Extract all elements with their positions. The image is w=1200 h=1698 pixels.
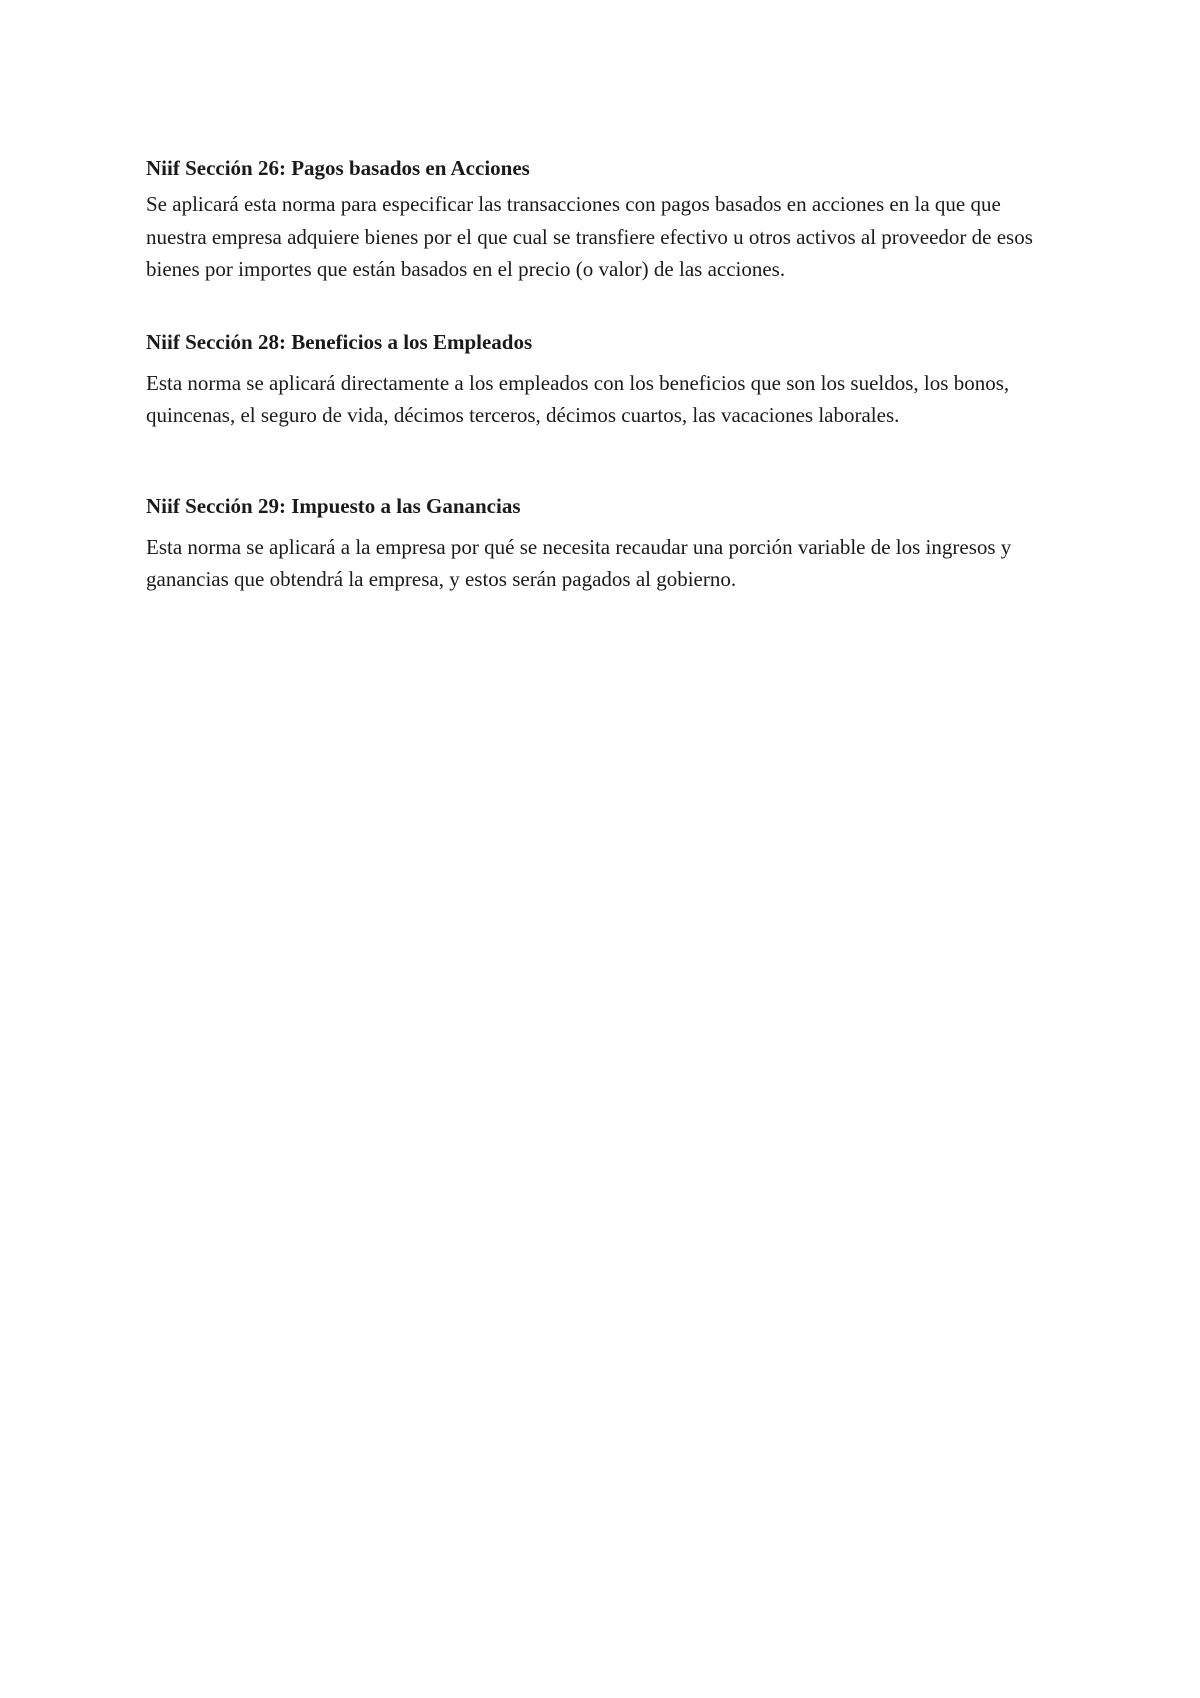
section-heading: Niif Sección 29: Impuesto a las Ganancias bbox=[146, 493, 521, 518]
section-niif-26 bbox=[146, 152, 1066, 286]
section-paragraph: Esta norma se aplicará a la empresa por qué se necesita recaudar una porción variable de los ingresos y ganancias que obtendrá la empresa, y estos serán pagados al gobierno. bbox=[146, 534, 1012, 591]
section-niif-29 bbox=[146, 490, 1066, 596]
section-paragraph: Esta norma se aplicará directamente a los empleados con los beneficios que son los sueldos, los bonos, quincenas, el seguro de vida, décimos terceros, décimos cuartos, las vacaciones laborales. bbox=[146, 370, 1010, 427]
section-niif-28 bbox=[146, 326, 1066, 432]
section-heading: Niif Sección 28: Beneficios a los Empleados bbox=[146, 329, 533, 354]
document-content bbox=[146, 152, 1066, 596]
section-heading: Niif Sección 26: Pagos basados en Acciones bbox=[146, 156, 530, 180]
section-paragraph: Se aplicará esta norma para especificar las transacciones con pagos basados en acciones en la que que nuestra empresa adquiere bienes por el que cual se transfiere efectivo u otros activos al proveedor de esos bienes por importes que están basados en el precio (o valor) de las acciones. bbox=[146, 192, 1033, 281]
